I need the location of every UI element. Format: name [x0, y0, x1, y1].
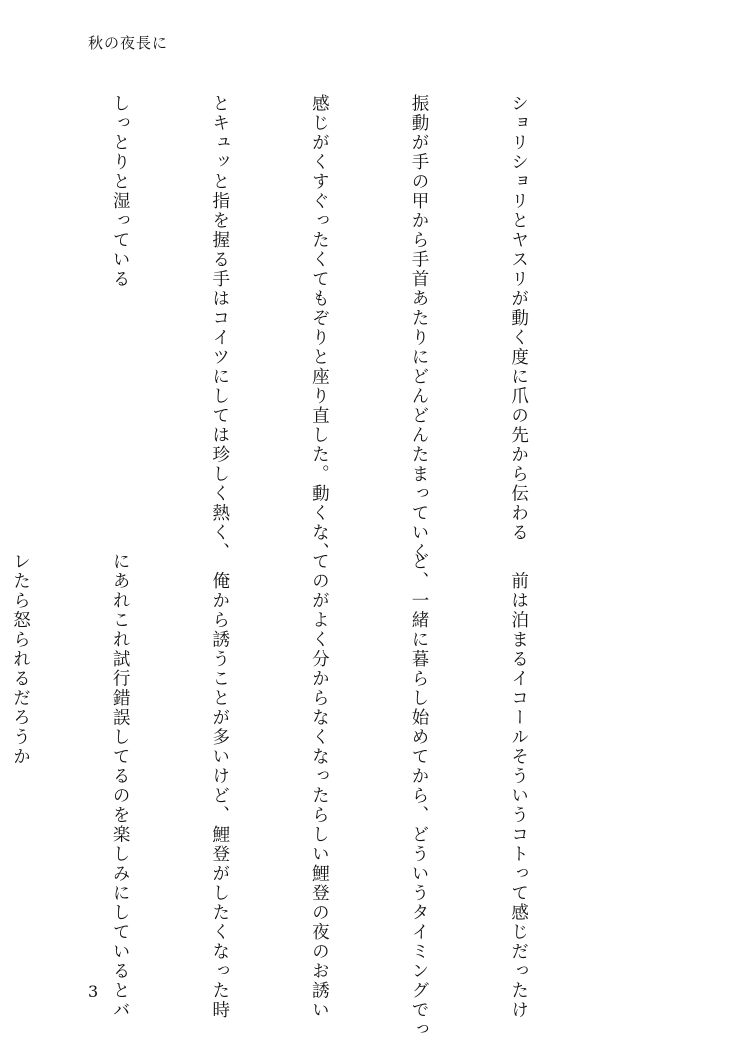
text-line: 俺から誘うことが多いけど、鯉登がしたくなった時 [209, 552, 230, 1020]
page-title: 秋の夜長に [88, 34, 169, 52]
text-line: レたら怒られるだろうか [10, 552, 31, 767]
upper-text-block [0, 94, 601, 562]
page-number: 3 [88, 982, 99, 1001]
lower-text-block [0, 552, 601, 1040]
text-line: にあれこれ試行錯誤してるのを楽しみにしているとバ [110, 552, 131, 1020]
text-line: てのがよく分からなくなったらしい鯉登の夜のお誘い [309, 552, 330, 1020]
text-line: 感じがくすぐったくてもぞりと座り直した。動くな、 [309, 94, 330, 562]
text-line: 前は泊まるイコールそういうコトって感じだったけ [508, 552, 529, 1020]
text-line: ど、一緒に暮らし始めてから、どういうタイミングでっ [408, 552, 429, 1040]
text-line: とキュッと指を握る手はコイツにしては珍しく熱く、 [209, 94, 230, 562]
text-line: 振動が手の甲から手首あたりにどんどんたまっていく [408, 94, 429, 562]
text-line-blank [3, 94, 36, 514]
text-line: ショリショリとヤスリが動く度に爪の先から伝わる [508, 94, 529, 543]
text-line: しっとりと湿っている [110, 94, 131, 289]
